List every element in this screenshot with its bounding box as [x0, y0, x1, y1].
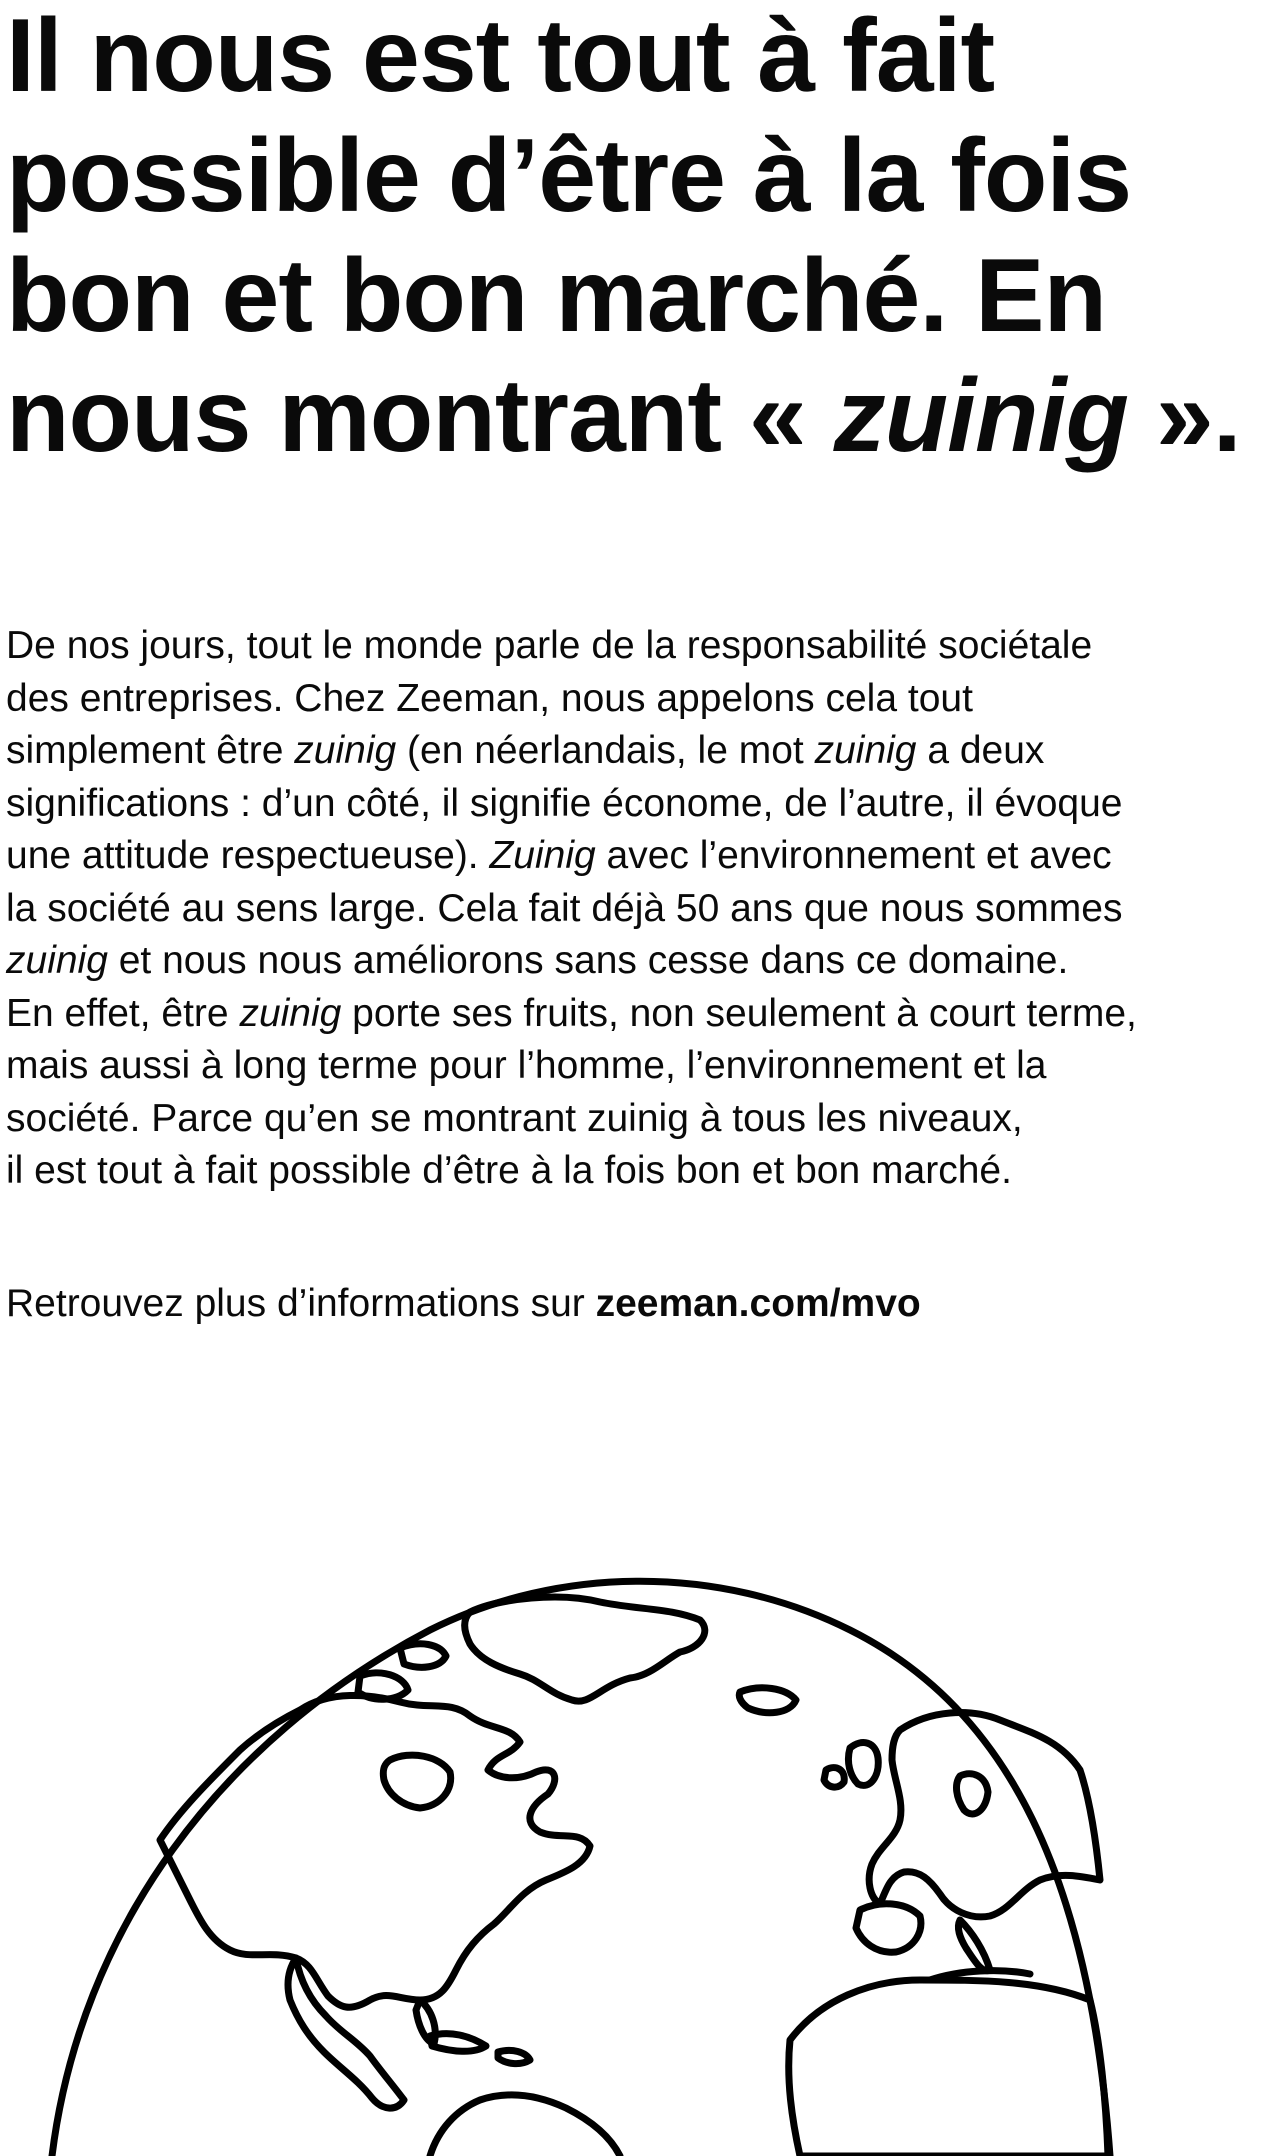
body-line: société. Parce qu’en se montrant zuinig à tous les niveaux, — [6, 1096, 1023, 1140]
body-text-run: une attitude respectueuse). — [6, 834, 490, 877]
body-text-run: simplement être — [6, 729, 295, 772]
more-info-line — [6, 1278, 921, 1330]
headline-line-4-italic: zuinig — [833, 358, 1128, 474]
italy — [958, 1920, 990, 1971]
british-isles — [848, 1743, 878, 1786]
body-line: la société au sens large. Cela fait déjà 50 ans que nous sommes — [6, 886, 1123, 930]
iberia — [856, 1904, 921, 1952]
globe-illustration — [0, 1480, 1280, 2156]
globe-outline — [52, 1581, 1110, 2156]
body-line — [6, 988, 1276, 1041]
headline-line-1: Il nous est tout à fait — [6, 0, 995, 114]
africa-landmass — [789, 1980, 1108, 2156]
body-text-run: a deux — [916, 729, 1045, 772]
baltic-sea — [957, 1774, 988, 1814]
florida — [416, 2000, 435, 2044]
body-line: des entreprises. Chez Zeeman, nous appelons cela tout — [6, 676, 973, 720]
body-line: significations : d’un côté, il signifie économe, de l’autre, il évoque — [6, 781, 1123, 825]
more-info-label: Retrouvez plus d’informations sur — [6, 1282, 596, 1325]
headline — [6, 0, 1256, 476]
body-line — [6, 725, 1276, 778]
body-text-run: porte ses fruits, non seulement à court terme, — [341, 991, 1137, 1035]
body-text-run: avec l’environnement et avec — [595, 834, 1112, 877]
ireland — [824, 1768, 844, 1787]
body-text-run: (en néerlandais, le mot — [396, 729, 815, 772]
iceland — [739, 1688, 796, 1713]
headline-line-4 — [6, 356, 1256, 476]
headline-line-2: possible d’être à la fois — [6, 118, 1132, 234]
caribbean-island — [498, 2050, 530, 2063]
body-italic-run: zuinig — [294, 729, 397, 772]
body-line — [6, 830, 1276, 883]
headline-line-3: bon et bon marché. En — [6, 238, 1106, 354]
body-italic-run: zuinig — [814, 729, 917, 772]
body-line: il est tout à fait possible d’être à la fois bon et bon marché. — [6, 1149, 1012, 1192]
body-text-run: et nous nous améliorons sans cesse dans ce domaine. — [107, 939, 1069, 982]
more-info-link[interactable]: zeeman.com/mvo — [595, 1282, 921, 1325]
north-america-landmass — [160, 1695, 590, 2007]
body-line — [6, 935, 1276, 988]
body-text-run: En effet, être — [6, 991, 240, 1035]
body-italic-run: Zuinig — [489, 834, 596, 877]
greenland-landmass — [465, 1597, 705, 1701]
central-america — [288, 1958, 404, 2108]
hudson-bay — [383, 1755, 450, 1808]
body-italic-run: zuinig — [6, 939, 108, 982]
body-line: mais aussi à long terme pour l’homme, l’environnement et la — [6, 1044, 1047, 1087]
body-line: De nos jours, tout le monde parle de la responsabilité sociétale — [6, 624, 1093, 667]
headline-line-4-end: ». — [1155, 358, 1241, 474]
arctic-island — [400, 1644, 446, 1667]
south-america-landmass — [430, 2095, 620, 2156]
body-paragraph — [6, 620, 1276, 1198]
headline-line-4-start: nous montrant « — [6, 358, 806, 474]
body-italic-run: zuinig — [239, 991, 342, 1035]
